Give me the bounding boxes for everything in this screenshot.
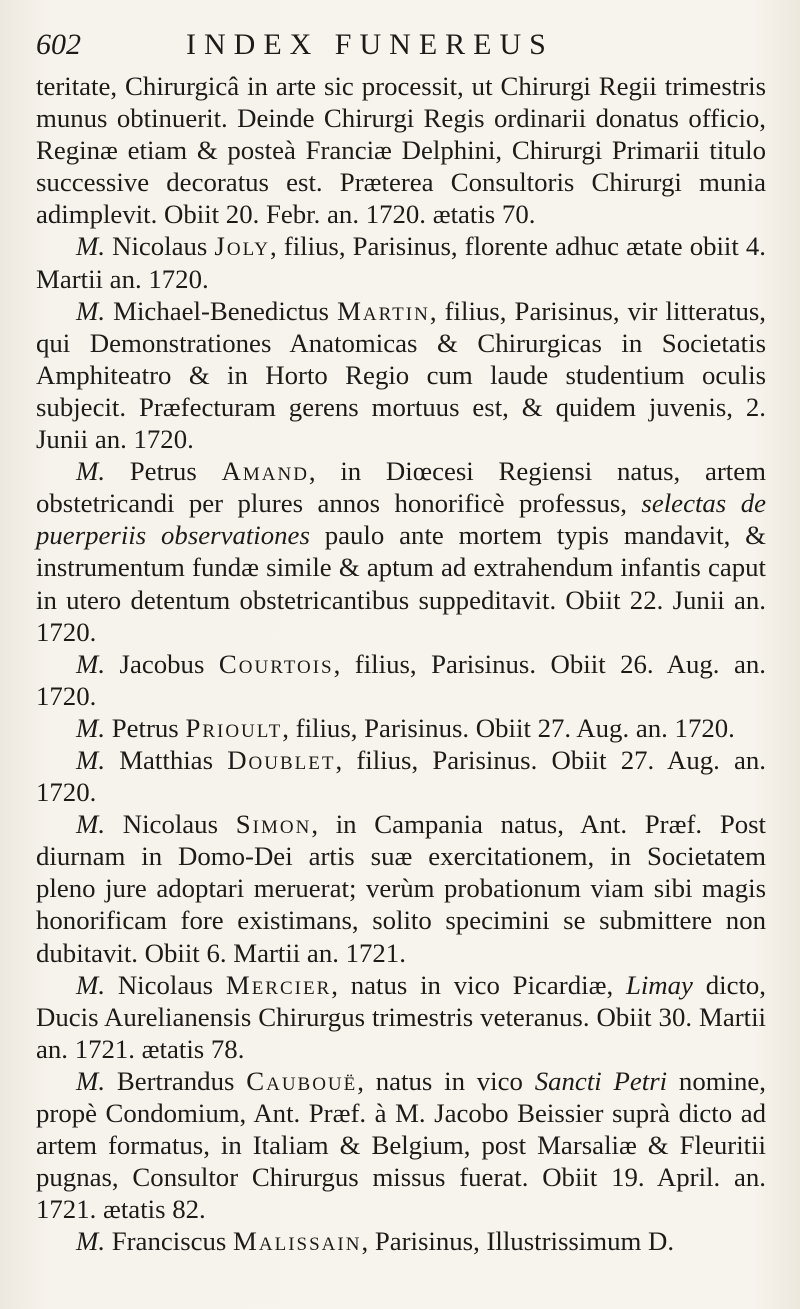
- obituary-entry: [36, 1065, 766, 1225]
- italic-text: M.: [76, 969, 106, 1000]
- page-number: 602: [36, 28, 81, 61]
- surname: Joly: [214, 231, 270, 262]
- text-segment: nomine, propè Condomium, Ant. Præf. à M. Jacobo Beissier suprà dicto ad artem formatus, in Italiam & Belgium, post Marsaliæ & Fleuritii pugnas, Consultor Chirurgus missus fuerat. Obiit 19. April. an. 1721. ætatis 82.: [36, 1065, 766, 1225]
- obituary-entry: [36, 969, 766, 1065]
- surname: Amand: [221, 456, 309, 487]
- obituary-entry: [36, 808, 766, 968]
- italic-text: M.: [76, 648, 106, 679]
- italic-text: M.: [76, 1226, 106, 1257]
- text-segment: , natus in vico: [357, 1065, 535, 1096]
- text-segment: Nicolaus: [105, 969, 226, 1000]
- italic-text: Limay: [625, 969, 693, 1000]
- italic-text: M.: [76, 295, 106, 326]
- continuation-paragraph: [36, 70, 766, 230]
- surname: Malissain: [233, 1226, 362, 1257]
- obituary-entry: [36, 1225, 766, 1257]
- text-segment: Franciscus: [105, 1226, 234, 1257]
- surname: Prioult: [185, 712, 283, 743]
- text-segment: , in Diœcesi Regiensi natus, artem obstetricandi per plures annos honorificè professus,: [36, 456, 766, 519]
- body-text: [36, 70, 766, 1257]
- text-segment: , natus in vico Picardiæ,: [331, 969, 626, 1000]
- running-title: INDEX FUNEREUS: [186, 28, 554, 61]
- italic-text: M.: [76, 1065, 106, 1096]
- running-head: [36, 28, 766, 70]
- text-segment: , filius, Parisinus. Obiit 27. Aug. an. 1720.: [36, 744, 766, 808]
- surname: Simon: [235, 809, 312, 840]
- text-segment: Matthias: [105, 744, 228, 775]
- text-segment: , filius, Parisinus, vir litteratus, qui Demonstrationes Anatomicas & Chirurgicas in Societatis Amphiteatro & in Horto Regio cum laude studentium oculis subjecit. Præfecturam gerens mortuus est, & quidem juvenis, 2. Junii an. 1720.: [36, 295, 766, 455]
- text-segment: , in Campania natus, Ant. Præf. Post diurnam in Domo-Dei artis suæ exercitationem, in Societatem pleno jure adoptari meruerat; verùm probationum viam sibi magis honorificam fore existimans, solito specimini se submittere non dubitavit. Obiit 6. Martii an. 1721.: [36, 809, 766, 968]
- text-segment: , filius, Parisinus. Obiit 27. Aug. an. 1720.: [282, 712, 735, 743]
- obituary-entry: [36, 712, 766, 744]
- text-segment: Nicolaus: [105, 809, 236, 840]
- surname: Doublet: [227, 744, 336, 775]
- text-segment: Bertrandus: [105, 1065, 247, 1096]
- italic-text: M.: [76, 456, 106, 487]
- text-segment: teritate, Chirurgicâ in arte sic processit, ut Chirurgi Regii trimestris munus obtinuerit. Deinde Chirurgi Regis ordinarii donatus officio, Reginæ etiam & posteà Franciæ Delphini, Chirurgi Primarii titulo successive decoratus est. Præterea Consultoris Chirurgi munia adimplevit. Obiit 20. Febr. an. 1720. ætatis 70.: [36, 71, 766, 230]
- surname: Courtois: [218, 648, 334, 679]
- obituary-entry: [36, 744, 766, 808]
- text-segment: , filius, Parisinus. Obiit 26. Aug. an. 1720.: [36, 648, 766, 711]
- text-segment: Petrus: [105, 456, 222, 487]
- italic-text: M.: [76, 809, 106, 840]
- obituary-entry: [36, 648, 766, 712]
- italic-text: Sancti Petri: [534, 1065, 668, 1096]
- text-segment: paulo ante mortem typis mandavit, & instrumentum fundæ simile & aptum ad extrahendum infantis caput in utero detentum obstetricantibus suppeditavit. Obiit 22. Junii an. 1720.: [36, 520, 766, 647]
- italic-text: M.: [76, 712, 106, 743]
- text-segment: dicto, Ducis Aurelianensis Chirurgus trimestris veteranus. Obiit 30. Martii an. 1721. ætatis 78.: [36, 969, 767, 1064]
- italic-text: M.: [76, 231, 106, 262]
- text-segment: Petrus: [105, 712, 186, 743]
- italic-text: selectas de puerperiis observationes: [36, 488, 766, 551]
- surname: Martin: [337, 295, 430, 326]
- italic-text: M.: [76, 744, 106, 775]
- obituary-entry: [36, 455, 766, 648]
- text-segment: , filius, Parisinus, florente adhuc ætate obiit 4. Martii an. 1720.: [36, 231, 766, 294]
- surname: Mercier: [225, 969, 332, 1000]
- surname: Caubouë: [246, 1065, 358, 1096]
- text-segment: Jacobus: [105, 648, 219, 679]
- text-segment: Nicolaus: [105, 231, 215, 262]
- text-segment: , Parisinus, Illustrissimum D.: [361, 1226, 675, 1257]
- obituary-entry: [36, 295, 766, 455]
- obituary-entry: [36, 230, 766, 294]
- text-segment: Michael-Benedictus: [105, 295, 338, 326]
